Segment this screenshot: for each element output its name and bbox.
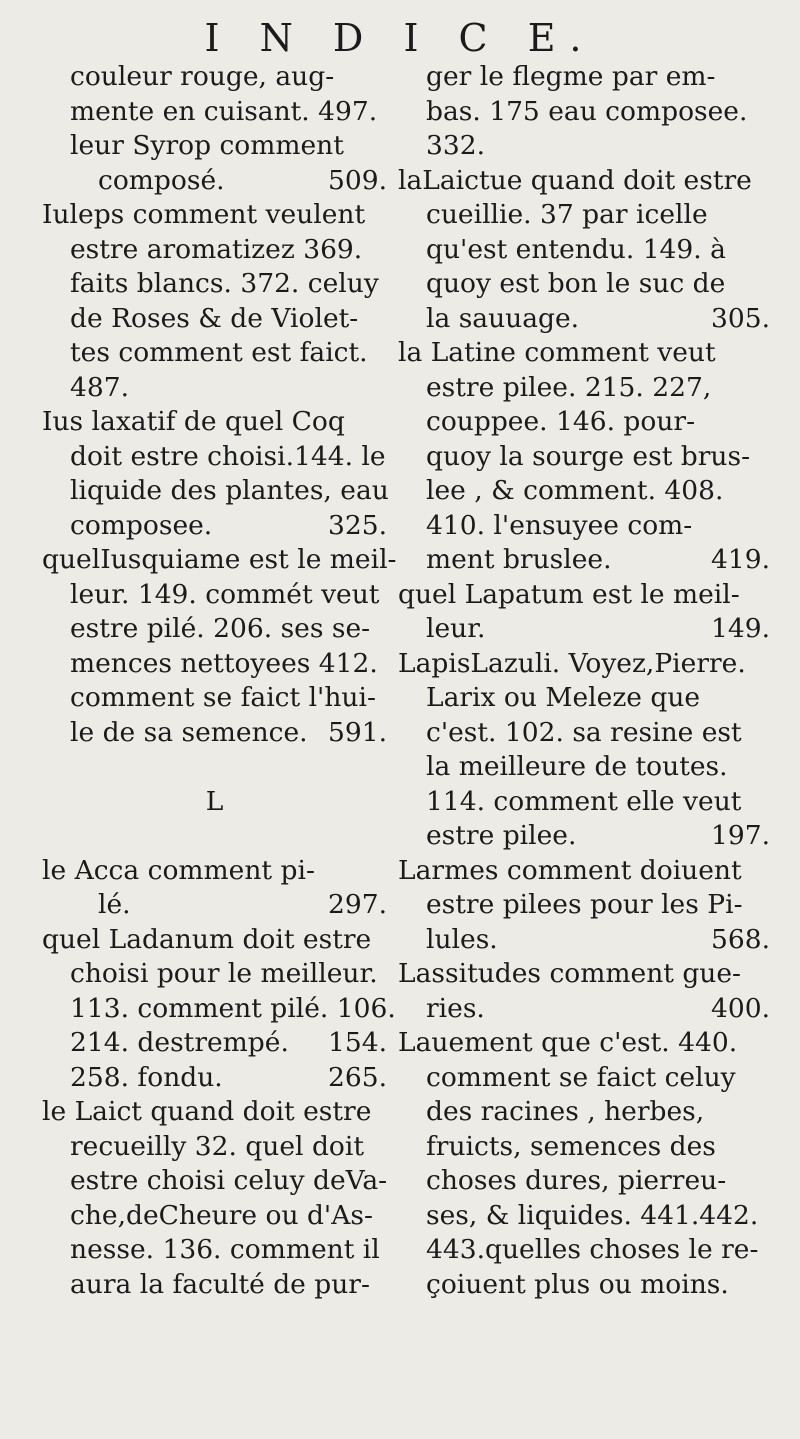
index-entry-line [398,267,770,302]
index-entry-line [398,681,770,716]
index-entry-line [42,1199,387,1234]
entry-text: faits blancs. 372. celuy [70,268,379,299]
entry-text: quoy est bon le suc de [426,268,726,299]
index-entry-line [398,923,770,958]
page-reference: 149. [710,613,770,644]
entry-text: ment bruslee. [426,544,612,575]
entry-text: nesse. 136. comment il [70,1234,380,1265]
index-entry-line [398,95,770,130]
entry-text: estre pilee. [426,820,577,851]
entry-text: Iuleps comment veulent [42,199,366,230]
index-entry-line [42,1130,387,1165]
index-entry-line [42,578,387,613]
entry-text: des racines , herbes, [426,1096,705,1127]
entry-text: che,deCheure ou d'As- [70,1199,373,1231]
index-entry-line [42,750,387,785]
index-entry-line [398,129,770,164]
entry-text: lules. [426,923,498,955]
entry-text: 487. [70,371,130,403]
index-entry-line [42,819,387,854]
entry-text: cueillie. 37 par icelle [426,199,708,230]
entry-text: la Latine comment veut [398,337,716,368]
index-entry-line [398,509,770,544]
index-entry-line [398,474,770,509]
entry-text: le Laict quand doit estre [42,1096,372,1127]
entry-text: çoiuent plus ou moins. [426,1268,729,1300]
entry-text: comment se faict l'hui- [70,682,376,713]
index-entry-line [398,1095,770,1130]
entry-text: estre pilee. 215. 227, [426,371,712,403]
index-entry-line [42,957,387,992]
page-reference: 197. [710,820,770,851]
entry-text: quelIusquiame est le meil- [42,544,397,575]
index-entry-line [42,129,387,164]
index-entry-line [398,957,770,992]
index-entry-line [398,336,770,371]
index-entry-line [398,1268,770,1303]
page-reference: 325. [327,509,387,541]
entry-text: L [205,785,224,817]
entry-text: le de sa semence. [70,716,308,748]
index-entry-line [42,405,387,440]
index-entry-line [42,785,387,820]
index-entry-line [42,164,387,199]
index-entry-line [398,164,770,199]
entry-text: la meilleure de toutes. [426,751,728,782]
page-reference: 419. [710,544,770,575]
entry-text: leur. 149. commét veut [70,578,380,610]
entry-text: ries. [426,992,485,1024]
index-entry-line [42,60,387,95]
index-entry-line [398,647,770,682]
entry-text: 258. fondu. [70,1061,223,1093]
entry-text: tes comment est faict. [70,337,368,368]
entry-text: ses, & liquides. 441.442. [426,1199,759,1231]
index-entry-line [42,1026,387,1061]
index-entry-line [42,198,387,233]
index-entry-line [42,1061,387,1096]
entry-text: 214. destrempé. [70,1027,289,1058]
entry-text: quel Lapatum est le meil- [398,578,740,610]
index-entry-line [42,1233,387,1268]
index-entry-line [398,60,770,95]
right-column [398,60,770,1302]
entry-text: comment se faict celuy [426,1061,736,1093]
entry-text: 114. comment elle veut [426,785,742,817]
index-entry-line [398,716,770,751]
entry-text: le Acca comment pi- [42,854,315,886]
index-entry-line [42,267,387,302]
index-entry-line [398,1164,770,1199]
index-entry-line [398,992,770,1027]
index-entry-line [42,612,387,647]
entry-text: liquide des plantes, eau [70,475,389,506]
entry-text: 332. [426,130,486,161]
index-entry-line [398,233,770,268]
entry-text: Lauement que c'est. 440. [398,1027,738,1058]
index-entry-line [398,1233,770,1268]
entry-text: composee. [70,509,213,541]
index-entry-line [398,1130,770,1165]
index-entry-line [42,1268,387,1303]
index-entry-line [42,302,387,337]
entry-text: leur Syrop comment [70,130,344,161]
index-entry-line [42,474,387,509]
entry-text: quel Ladanum doit estre [42,923,372,955]
entry-text: estre aromatizez 369. [70,233,363,265]
entry-text: LapisLazuli. Voyez,Pierre. [398,647,746,679]
page-reference: 400. [710,992,770,1024]
index-entry-line [398,440,770,475]
index-entry-line [398,1026,770,1061]
entry-text: recueilly 32. quel doit [70,1130,364,1162]
entry-text: laLaictue quand doit estre [398,164,752,196]
index-entry-line [42,371,387,406]
index-entry-line [42,543,397,578]
page-reference: 305. [710,302,770,334]
entry-text: c'est. 102. sa resine est [426,716,742,748]
index-entry-line [42,233,387,268]
entry-text: Lassitudes comment gue- [398,958,741,989]
index-entry-line [42,716,387,751]
page-reference: 297. [327,889,387,920]
index-entry-line [42,1164,387,1199]
entry-text: 113. comment pilé. 106. [70,992,396,1024]
entry-text: Ius laxatif de quel Coq [42,406,345,437]
entry-text: la sauuage. [426,302,580,334]
entry-text: choisi pour le meilleur. [70,958,378,989]
index-entry-line [398,819,770,854]
index-entry-line [398,302,770,337]
left-column [42,60,397,1302]
page-reference: 509. [327,164,387,196]
entry-text: Larix ou Meleze que [426,682,701,713]
entry-text: choses dures, pierreu- [426,1165,727,1196]
entry-text: estre pilees pour les Pi- [426,889,743,920]
index-entry-line [398,543,770,578]
entry-text: lee , & comment. 408. [426,475,724,506]
entry-text: bas. 175 eau composee. [426,95,748,127]
entry-text: leur. [426,613,486,644]
entry-text: couppee. 146. pour- [426,406,696,437]
index-entry-line [398,612,770,647]
entry-text: mences nettoyees 412. [70,647,378,679]
index-entry-line [398,785,770,820]
index-entry-line [42,888,387,923]
index-entry-line [42,923,387,958]
index-entry-line [42,992,396,1027]
entry-text: quoy la sourge est brus- [426,440,751,472]
entry-text: lé. [98,889,131,920]
page-reference: 154. [327,1027,387,1058]
index-entry-line [42,440,387,475]
entry-text: doit estre choisi.144. le [70,440,386,472]
entry-text: mente en cuisant. 497. [70,95,378,127]
index-entry-line [42,681,387,716]
page-reference: 265. [327,1061,387,1093]
entry-text: ger le flegme par em- [426,61,716,92]
page-reference: 568. [710,923,770,955]
entry-text: estre pilé. 206. ses se- [70,613,371,644]
index-entry-line [398,888,770,923]
index-entry-line [42,1095,387,1130]
index-entry-line [42,854,387,889]
index-entry-line [398,578,770,613]
index-entry-line [398,750,770,785]
index-entry-line [42,509,387,544]
index-entry-line [398,1061,770,1096]
entry-text: 443.quelles choses le re- [426,1234,759,1265]
page-header: I N D I C E. [204,16,596,60]
page-reference: 591. [327,716,387,748]
index-entry-line [398,1199,770,1234]
entry-text: 410. l'ensuyee com- [426,509,693,541]
entry-text: estre choisi celuy deVa- [70,1165,388,1196]
entry-text: aura la faculté de pur- [70,1268,370,1300]
entry-text: Larmes comment doiuent [398,854,742,886]
index-entry-line [42,336,387,371]
index-entry-line [42,95,387,130]
entry-text: de Roses & de Violet- [70,302,359,334]
index-entry-line [398,405,770,440]
index-entry-line [398,198,770,233]
index-entry-line [398,371,770,406]
index-entry-line [398,854,770,889]
entry-text: qu'est entendu. 149. à [426,233,726,265]
entry-text: composé. [98,164,225,196]
entry-text: fruicts, semences des [426,1130,716,1162]
entry-text: couleur rouge, aug- [70,61,335,92]
index-entry-line [42,647,387,682]
